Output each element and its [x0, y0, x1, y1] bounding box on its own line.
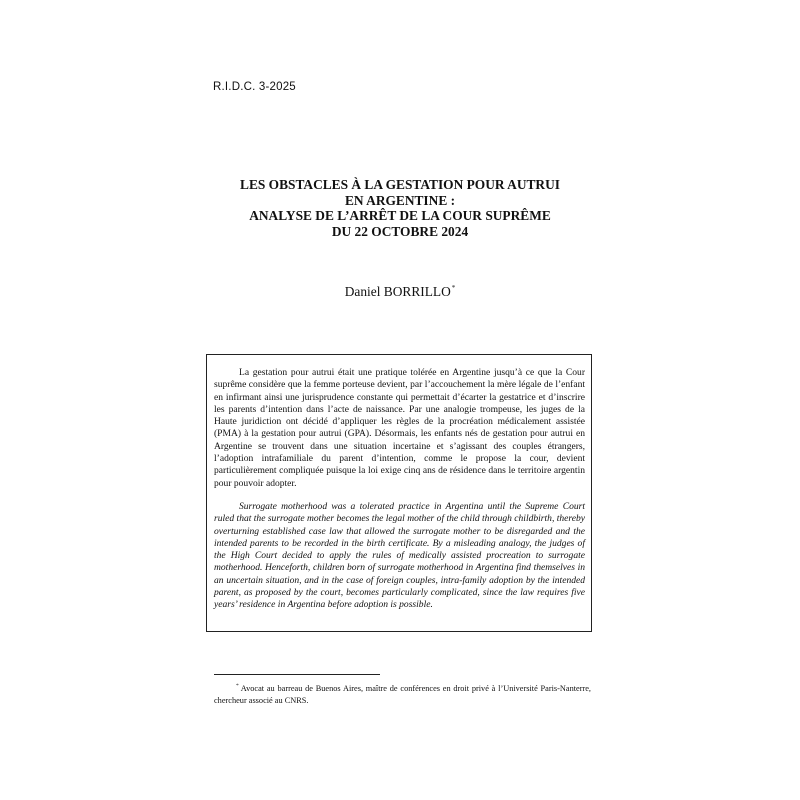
title-line: LES OBSTACLES À LA GESTATION POUR AUTRUI: [240, 177, 560, 192]
abstract-french: La gestation pour autrui était une pratique tolérée en Argentine jusqu’à ce que la Cour suprême considère que la femme porteuse devient, par l’accouchement la mère légale de l’enfant en infirmant ainsi une jurisprudence constante qui permettait d’écarter la gestatrice et d’inscrire les parents d’intention dans l’acte de naissance. Par une analogie trompeuse, les juges de la Haute juridiction ont décidé d’appliquer les règles de la procréation médicalement assistée (PMA) à la gestation pour autrui (GPA). Désormais, les enfants nés de gestation pour autrui en Argentine se trouvent dans une situation incertaine et s’agissant des couples étrangers, l’adoption intrafamiliale du parent d’intention, comme le propose la cour, devient particulièrement compliquée puisque la loi exige cinq ans de résidence dans le territoire argentin pour pouvoir adopter.: [214, 367, 585, 489]
article-title: [200, 177, 600, 239]
author-footnote-mark[interactable]: *: [451, 284, 456, 292]
title-line: EN ARGENTINE :: [344, 192, 456, 208]
author-line: [300, 284, 500, 300]
abstract-english: Surrogate motherhood was a tolerated practice in Argentina until the Supreme Court ruled that the surrogate mother becomes the legal mother of the child through childbirth, thereby overturning established case law that allowed the surrogate mother to be disregarded and the intended parents to be recorded in the birth certificate. By a misleading analogy, the judges of the High Court decided to apply the rules of medically assisted procreation to surrogate motherhood. Henceforth, children born of surrogate motherhood in Argentina find themselves in an uncertain situation, and in the case of foreign couples, intra-family adoption by the intended parent, as proposed by the court, becomes particularly complicated, since the law requires five years’ residence in Argentina before adoption is possible.: [214, 500, 585, 611]
journal-reference: R.I.D.C. 3-2025: [213, 81, 296, 93]
footnote-mark: *: [236, 683, 239, 689]
abstract-box: [206, 354, 592, 632]
title-line: DU 22 OCTOBRE 2024: [331, 223, 469, 239]
title-line: ANALYSE DE L’ARRÊT DE LA COUR SUPRÊME: [249, 208, 551, 224]
footnote-text: Avocat au barreau de Buenos Aires, maître de conférences en droit privé à l’Université Paris-Nanterre, chercheur associé au CNRS.: [214, 684, 591, 705]
footnote: [214, 681, 591, 706]
footnote-separator: [214, 674, 380, 675]
author-name: Daniel BORRILLO: [344, 284, 451, 299]
